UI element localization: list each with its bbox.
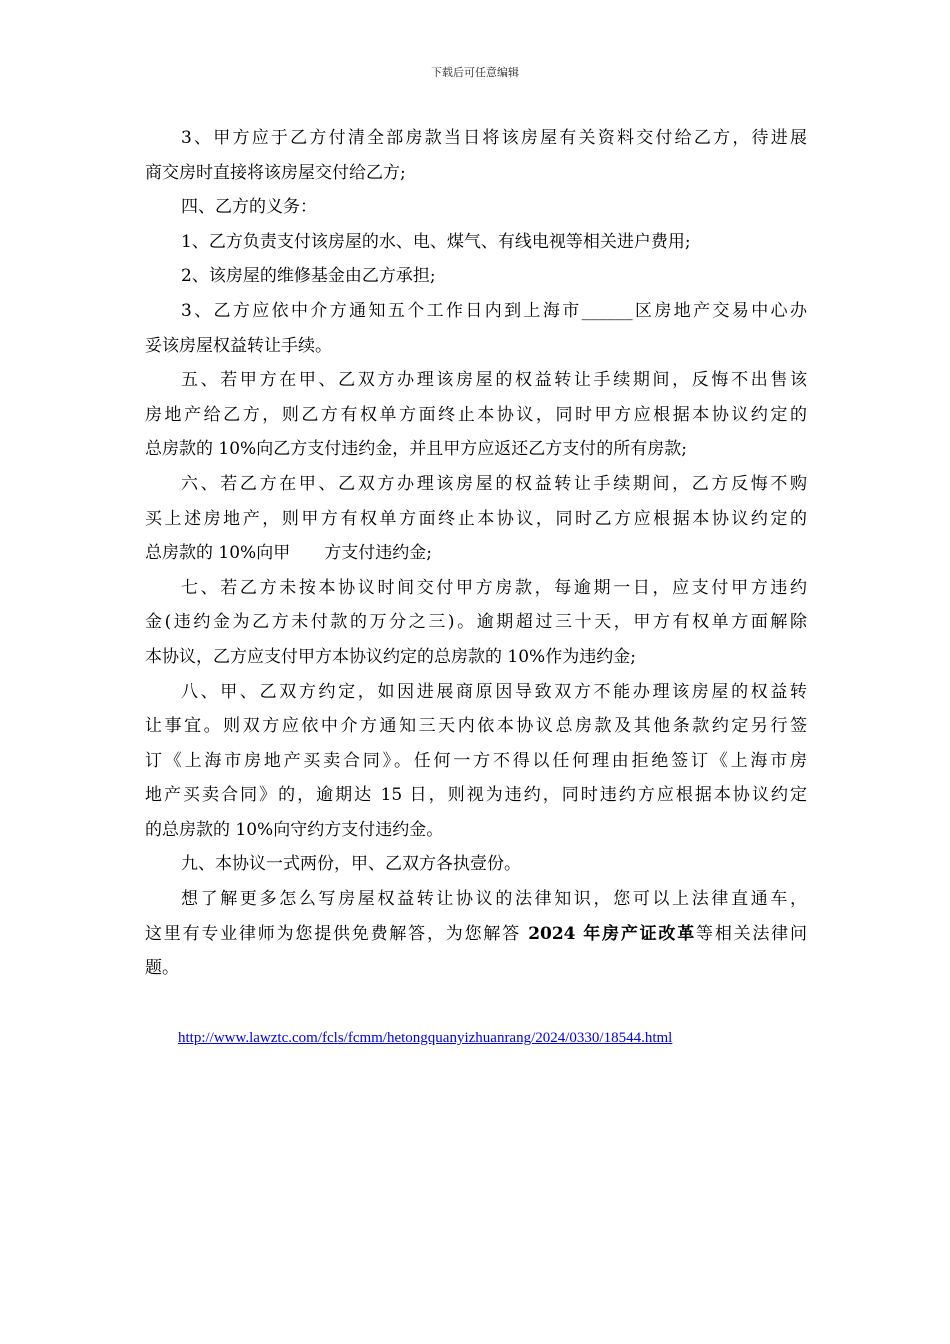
text-line: 想了解更多怎么写房屋权益转让协议的法律知识，您可以上法律直通车， bbox=[181, 889, 807, 910]
text-line: 让事宜。则双方应依中介方通知三天内依本协议总房款及其他条款约定另行签 bbox=[145, 716, 807, 737]
text-line: 四、乙方的义务： bbox=[181, 197, 317, 218]
text-line: 五、若甲方在甲、乙双方办理该房屋的权益转让手续期间，反悔不出售该 bbox=[181, 370, 807, 391]
paragraph-lines bbox=[145, 121, 807, 917]
reference-link-line bbox=[178, 1028, 672, 1048]
bold-keyword: 2024 年房产证改革 bbox=[528, 923, 697, 944]
text-line: 题。 bbox=[145, 958, 179, 979]
text-line: 总房款的 10%向乙方支付违约金，并且甲方应返还乙方支付的所有房款; bbox=[145, 439, 687, 460]
text-line: 六、若乙方在甲、乙双方办理该房屋的权益转让手续期间，乙方反悔不购 bbox=[181, 473, 807, 494]
text-line: 商交房时直接将该房屋交付给乙方; bbox=[145, 162, 406, 183]
text-segment: 等相关法律问 bbox=[696, 923, 807, 944]
text-line: 九、本协议一式两份，甲、乙双方各执壹份。 bbox=[181, 854, 521, 875]
text-line: 3、甲方应于乙方付清全部房款当日将该房屋有关资料交付给乙方，待进展 bbox=[181, 128, 807, 148]
text-line: 七、若乙方未按本协议时间交付甲方房款，每逾期一日，应支付甲方违约 bbox=[181, 577, 807, 598]
text-line: 地产买卖合同》的，逾期达 15 日，则视为违约，同时违约方应根据本协议约定 bbox=[145, 785, 807, 806]
reference-link[interactable]: http://www.lawztc.com/fcls/fcmm/hetongquanyizhuanrang/2024/0330/18544.html bbox=[178, 1030, 673, 1046]
text-segment: 这里有专业律师为您提供免费解答，为您解答 bbox=[145, 923, 529, 944]
text-line: 妥该房屋权益转让手续。 bbox=[145, 335, 332, 356]
text-line: 2、该房屋的维修基金由乙方承担; bbox=[181, 266, 436, 287]
text-line: 八、甲、乙双方约定，如因进展商原因导致双方不能办理该房屋的权益转 bbox=[181, 681, 807, 702]
document-body bbox=[145, 121, 807, 986]
text-line-with-bold bbox=[145, 917, 807, 952]
text-line: 订《上海市房地产买卖合同》。任何一方不得以任何理由拒绝签订《上海市房 bbox=[145, 750, 807, 771]
text-line: 1、乙方负责支付该房屋的水、电、煤气、有线电视等相关进户费用; bbox=[181, 231, 691, 252]
text-line: 金(违约金为乙方未付款的万分之三)。逾期超过三十天，甲方有权单方面解除 bbox=[145, 612, 807, 633]
text-line: 总房款的 10%向甲 方支付违约金; bbox=[145, 543, 432, 564]
text-line: 买上述房地产，则甲方有权单方面终止本协议，同时乙方应根据本协议约定的 bbox=[145, 508, 807, 529]
text-line: 3、乙方应依中介方通知五个工作日内到上海市______区房地产交易中心办 bbox=[181, 300, 807, 321]
text-line: 本协议，乙方应支付甲方本协议约定的总房款的 10%作为违约金; bbox=[145, 646, 636, 667]
page-header: 下载后可任意编辑 bbox=[431, 66, 519, 79]
text-line: 房地产给乙方，则乙方有权单方面终止本协议，同时甲方应根据本协议约定的 bbox=[145, 404, 807, 425]
text-line: 的总房款的 10%向守约方支付违约金。 bbox=[145, 819, 444, 840]
